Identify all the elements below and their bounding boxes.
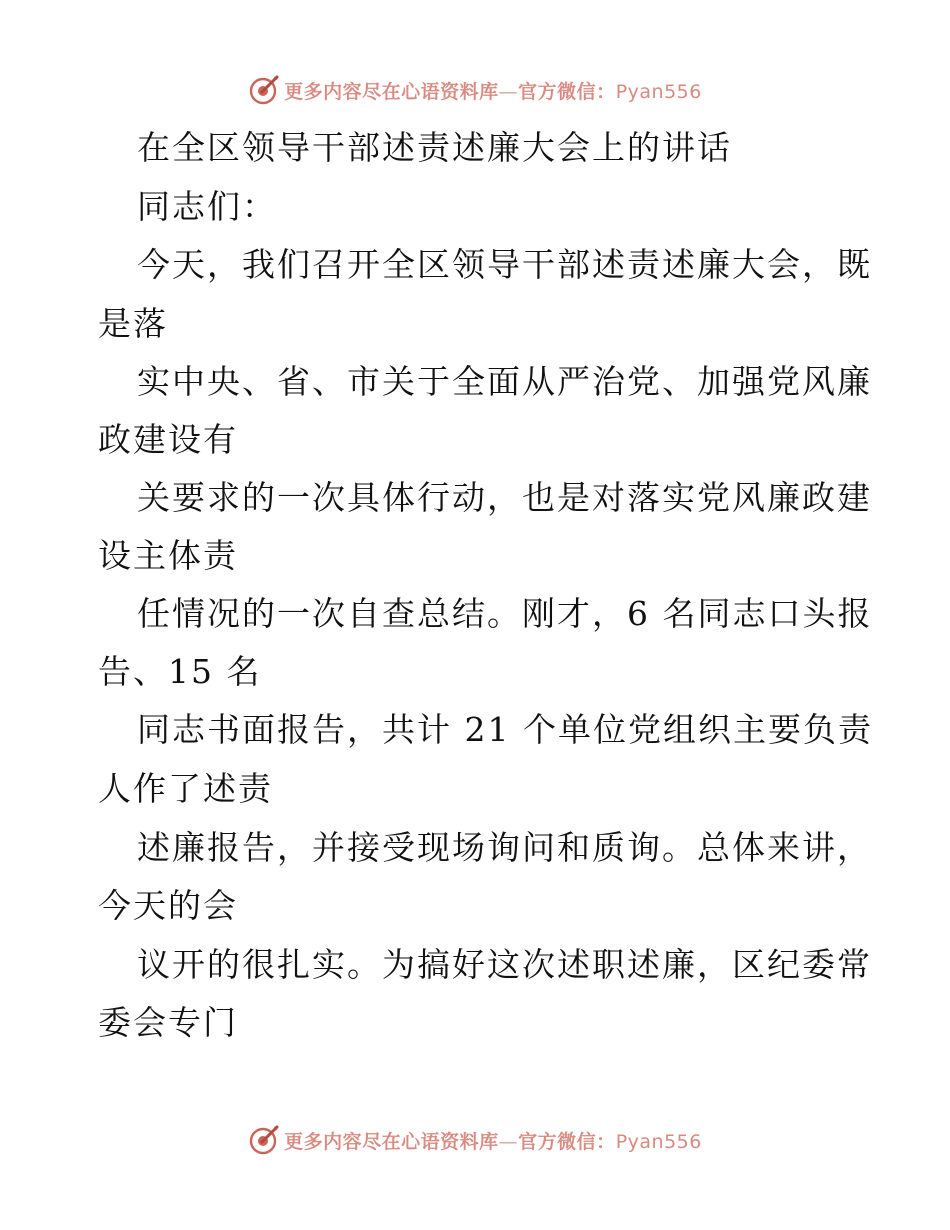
watermark-separator: — [498, 80, 519, 103]
watermark-text [284, 1127, 702, 1154]
watermark-official-text: 官方微信： [518, 80, 616, 103]
paragraph-line: 政建设有 [98, 420, 238, 459]
salutation: 同志们： [137, 187, 277, 226]
paragraph-line: 今天的会 [98, 886, 238, 925]
watermark-text [284, 77, 702, 104]
paragraph-line: 告、15 名 [98, 652, 262, 691]
paragraph-line: 今天，我们召开全区领导干部述责述廉大会，既 [137, 245, 872, 284]
paragraph-line: 议开的很扎实。为搞好这次述职述廉，区纪委常 [137, 945, 872, 984]
paragraph-line: 是落 [98, 304, 168, 343]
paragraph-line: 任情况的一次自查总结。刚才，6 名同志口头报 [137, 594, 873, 633]
paragraph-line: 述廉报告，并接受现场询问和质询。总体来讲， [137, 828, 872, 867]
paragraph-line: 设主体责 [98, 536, 238, 575]
footer-watermark [0, 1122, 950, 1158]
watermark-official-text: 官方微信： [518, 1130, 616, 1153]
document-title: 在全区领导干部述责述廉大会上的讲话 [137, 128, 732, 167]
watermark-separator: — [498, 1130, 519, 1153]
red-pen-circle-icon [248, 74, 280, 106]
paragraph-line: 委会专门 [98, 1003, 238, 1042]
watermark-main-text: 更多内容尽在心语资料库 [284, 1130, 499, 1153]
paragraph-line: 实中央、省、市关于全面从严治党、加强党风廉 [137, 362, 872, 401]
watermark-wechat-id: Pyan556 [615, 80, 702, 103]
paragraph-line: 关要求的一次具体行动，也是对落实党风廉政建 [137, 478, 872, 517]
header-watermark [0, 72, 950, 108]
paragraph-line: 同志书面报告，共计 21 个单位党组织主要负责 [137, 710, 873, 749]
watermark-main-text: 更多内容尽在心语资料库 [284, 80, 499, 103]
paragraph-line: 人作了述责 [98, 769, 273, 808]
watermark-wechat-id: Pyan556 [615, 1130, 702, 1153]
red-pen-circle-icon [248, 1124, 280, 1156]
